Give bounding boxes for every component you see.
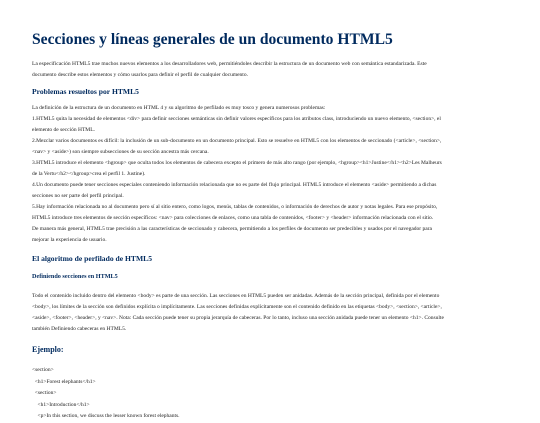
problems-line: mejorar la experiencia de usuario. (32, 237, 107, 243)
problems-line: 5.Hay información relacionada no al documento pero sí al sitio entero, como logos, menús, tablas de contenidos, o información de derechos de autor y notas legales. Para ese propósito, (32, 204, 438, 210)
algorithm-line: <aside>, <footer>, <header>, y <nav>. Nota: Cada sección puede tener su propia jerarquía de cabeceras. Por lo tanto, incluso una sección anidada puede tener un elemento <h1>. Consulte (32, 315, 444, 321)
algorithm-heading: El algoritmo de perfilado de HTML5 (32, 254, 153, 263)
sections-subheading: Definiendo secciones en HTML5 (32, 273, 118, 280)
problems-line: 4.Un documento puede tener secciones especiales conteniendo información relacionada que no es parte del flujo principal. HTML5 introduce el elemento <aside> permitiendo a dichas (32, 182, 437, 188)
intro-line: La especificación HTML5 trae muchos nuevos elementos a los desarrolladores web, permitiéndoles describir la estructura de un documento web con semántica estandarizada. Este (32, 61, 427, 67)
problems-line: 1.HTML5 quita la necesidad de elementos <div> para definir secciones semánticas sin definir valores específicos para los atributos class, introduciendo un nuevo elemento, <section>, el (32, 116, 441, 122)
code-block (32, 365, 522, 423)
problems-line: HTML5 introduce tres elementos de sección específicos: <nav> para colecciones de enlaces, como una tabla de contenidos, <footer> y <header> información relacionada con el sitio. (32, 215, 434, 221)
intro-paragraph (32, 59, 522, 81)
code-line: <h1>Forest elephants</h1> (32, 378, 96, 385)
problems-line: elemento de sección HTML. (32, 127, 95, 133)
problems-line: secciones no ser parte del perfil principal. (32, 193, 124, 199)
problems-heading: Problemas resueltos por HTML5 (32, 87, 139, 96)
problems-line: De manera más general, HTML5 trae precisión a las características de seccionado y cabecera, permitiendo a los perfiles de documento ser predecibles y usados por el navegador para (32, 226, 432, 232)
problems-text (32, 103, 522, 246)
code-line: <h1>Introduction</h1> (32, 401, 90, 408)
example-heading: Ejemplo: (32, 345, 64, 354)
document-page (32, 30, 522, 423)
algorithm-text (32, 291, 522, 335)
problems-line: <nav> y <aside>) son siempre subsecciones de su sección ancestra más cercana. (32, 149, 209, 155)
problems-line: de la Vertu</h2></hgroup>crea el perfil 1. Justine). (32, 171, 146, 177)
code-line: <p>In this section, we discuss the lesser known forest elephants. (32, 413, 180, 420)
intro-line: documento describe estos elementos y cómo usarlos para definir el perfil de cualquier documento. (32, 72, 248, 78)
code-line: <section> (32, 367, 54, 373)
problems-line: La definición de la estructura de un documento en HTML 4 y su algoritmo de perfilado es muy tosco y genera numerosos problemas: (32, 105, 326, 111)
problems-line: 2.Mezclar varios documentos es difícil: la inclusión de un sub-documento en un documento principal. Esto se resuelve en HTML5 con los elementos de seccionado (<article>, <section>, (32, 138, 442, 144)
problems-line: 3.HTML5 introduce el elemento <hgroup> que oculta todos los elementos de cabecera excepto el primero de más alto rango (por ejemplo, <hgroup><h1>Justine</h1><h2>Les Malheurs (32, 160, 442, 166)
code-line: <section> (32, 390, 57, 397)
page-title: Secciones y líneas generales de un documento HTML5 (32, 31, 393, 48)
algorithm-line: Todo el contenido incluido dentro del elemento <body> es parte de una sección. Las secciones en HTML5 pueden ser anidadas. Además de la sección principal, definida por el elemento (32, 293, 440, 299)
algorithm-line: también Definiendo cabeceras en HTML5. (32, 326, 127, 332)
algorithm-line: <body>, los límites de la sección son definidos explícita o implícitamente. Las secciones definidas explícitamente son el contenido definido en las etiquetas <body>, <section>, <article>, (32, 304, 442, 310)
